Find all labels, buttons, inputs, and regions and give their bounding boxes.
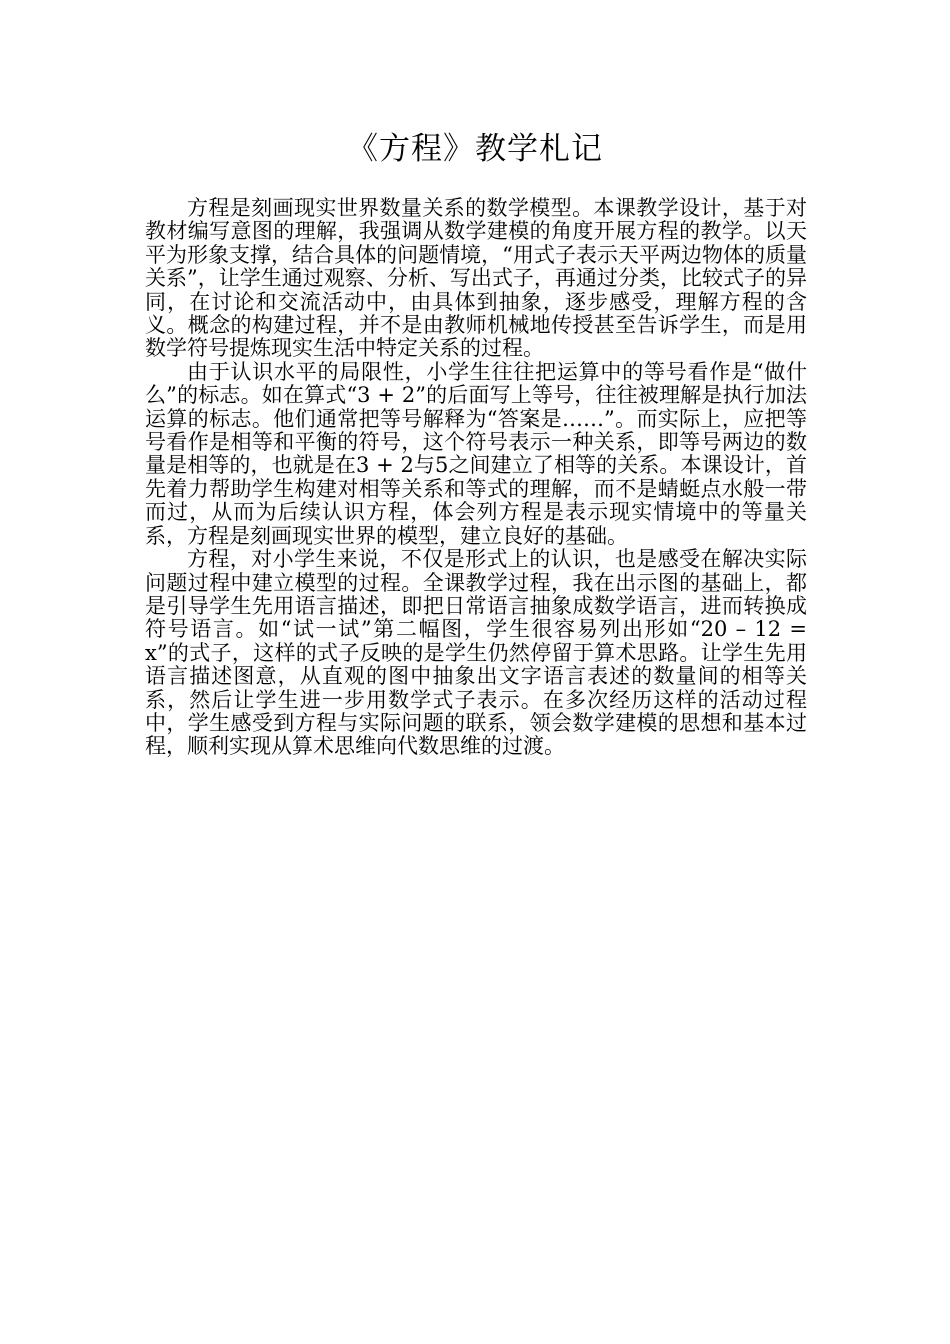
paragraph-3: 方程，对小学生来说，不仅是形式上的认识，也是感受在解决实际问题过程中建立模型的过程。全课教学过程，我在出示图的基础上，都是引导学生先用语言描述，即把日常语言抽象成数学语言，进而转换成符号语言。如“试一试”第二幅图，学生很容易列出形如“20 – 12 = x”的式子，这样的式子反映的是学生仍然停留于算术思路。让学生先用语言描述图意，从直观的图中抽象出文字语言表述的数量间的相等关系，然后让学生进一步用数学式子表示。在多次经历这样的活动过程中，学生感受到方程与实际问题的联系，领会数学建模的思想和基本过程，顺利实现从算术思维向代数思维的过渡。: [145, 547, 807, 759]
document-title: 《方程》教学札记: [347, 131, 603, 167]
paragraph-1: 方程是刻画现实世界数量关系的数学模型。本课教学设计，基于对教材编写意图的理解，我强调从数学建模的角度开展方程的教学。以天平为形象支撑，结合具体的问题情境，“用式子表示天平两边物体的质量关系”，让学生通过观察、分析、写出式子，再通过分类，比较式子的异同，在讨论和交流活动中，由具体到抽象，逐步感受，理解方程的含义。概念的构建过程，并不是由教师机械地传授甚至告诉学生，而是用数学符号提炼现实生活中特定关系的过程。: [145, 196, 807, 361]
paragraph-2: 由于认识水平的局限性，小学生往往把运算中的等号看作是“做什么”的标志。如在算式“3 + 2”的后面写上等号，往往被理解是执行加法运算的标志。他们通常把等号解释为“答案是……”。而实际上，应把等号看作是相等和平衡的符号，这个符号表示一种关系，即等号两边的数量是相等的，也就是在3 + 2与5之间建立了相等的关系。本课设计，首先着力帮助学生构建对相等关系和等式的理解，而不是蜻蜓点水般一带而过，从而为后续认识方程，体会列方程是表示现实情境中的等量关系，方程是刻画现实世界的模型，建立良好的基础。: [145, 359, 807, 548]
document-body: [145, 197, 807, 759]
